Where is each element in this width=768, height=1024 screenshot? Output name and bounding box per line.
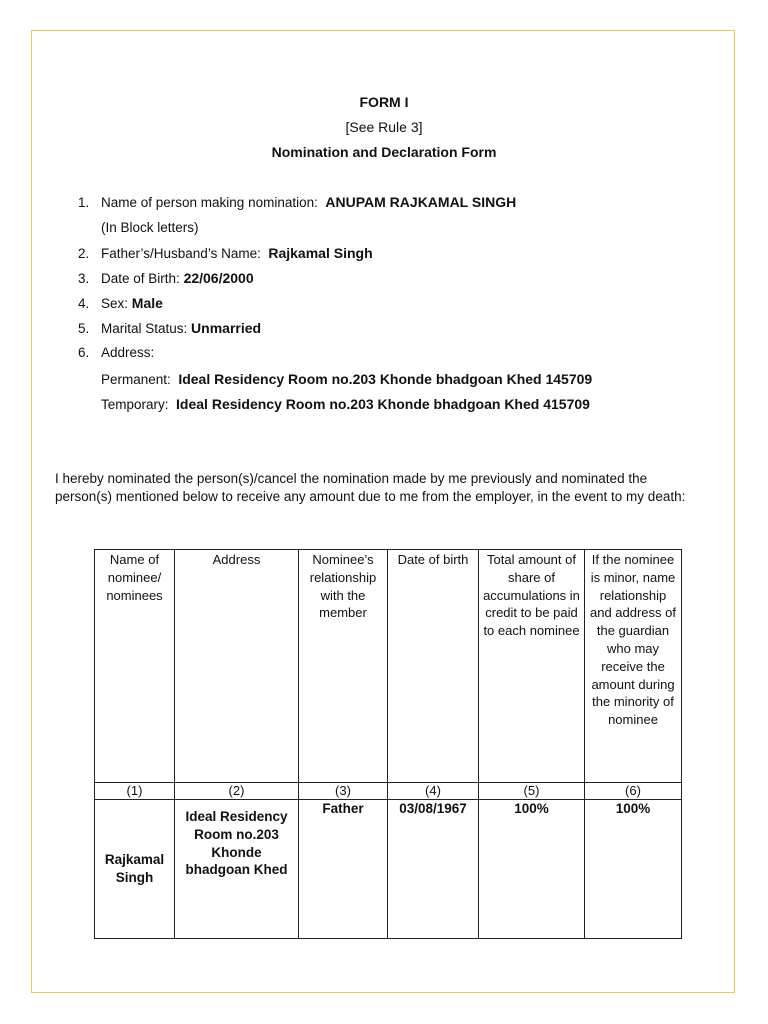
- address-permanent: [101, 371, 592, 387]
- form-rule-reference: [See Rule 3]: [345, 119, 423, 135]
- form-subtitle: Nomination and Declaration Form: [271, 144, 497, 160]
- address-temporary-value: Ideal Residency Room no.203 Khonde bhadgoan Khed 415709: [176, 396, 590, 412]
- nominee-name-cell: Rajkamal Singh: [95, 800, 175, 939]
- field-number: 4.: [78, 296, 90, 311]
- address-temporary-label: Temporary:: [101, 397, 169, 412]
- table-column-number: (5): [479, 783, 585, 800]
- table-header-row: [95, 550, 682, 783]
- field-value: Unmarried: [191, 320, 262, 336]
- nominee-address-cell: Ideal Residency Room no.203 Khonde bhadgoan Khed: [175, 800, 299, 939]
- field-value: Male: [131, 295, 163, 311]
- field-label: Marital Status:: [101, 321, 188, 336]
- field-number: 2.: [78, 246, 90, 261]
- field-label: Father’s/Husband’s Name:: [101, 246, 261, 261]
- table-column-number: (2): [175, 783, 299, 800]
- table-header-cell: Name of nominee/ nominees: [95, 550, 175, 783]
- field-date-of-birth: [78, 270, 254, 286]
- field-marital-status: [78, 320, 261, 336]
- nominee-table: [94, 549, 682, 939]
- field-address: [78, 345, 154, 360]
- table-header-cell: Address: [175, 550, 299, 783]
- nominee-relationship-cell: Father: [299, 800, 388, 939]
- field-label: Address:: [101, 345, 155, 360]
- table-header-cell: Date of birth: [388, 550, 479, 783]
- nominee-dob-cell: 03/08/1967: [388, 800, 479, 939]
- nominee-share-cell: 100%: [479, 800, 585, 939]
- table-header-cell: Total amount of share of accumulations in credit to be paid to each nominee: [479, 550, 585, 783]
- table-column-number: (3): [299, 783, 388, 800]
- table-column-number: (1): [95, 783, 175, 800]
- address-permanent-label: Permanent:: [101, 372, 171, 387]
- field-number: 5.: [78, 321, 90, 336]
- field-label: Date of Birth:: [101, 271, 180, 286]
- table-column-number: (6): [585, 783, 682, 800]
- table-row: [95, 800, 682, 939]
- field-value: 22/06/2000: [183, 270, 254, 286]
- table-column-number: (4): [388, 783, 479, 800]
- address-permanent-value: Ideal Residency Room no.203 Khonde bhadgoan Khed 145709: [178, 371, 593, 387]
- field-value: ANUPAM RAJKAMAL SINGH: [325, 194, 517, 210]
- field-number: 1.: [78, 195, 90, 210]
- table-header-cell: If the nominee is minor, name relationship and address of the guardian who may receive the amount during the minority of nominee: [585, 550, 682, 783]
- declaration-text: I hereby nominated the person(s)/cancel the nomination made by me previously and nominated the person(s) mentioned below to receive any amount due to me from the employer, in the event to my death:: [55, 471, 686, 504]
- block-letters-note: (In Block letters): [101, 220, 199, 235]
- form-title: FORM I: [359, 94, 409, 110]
- field-label: Sex:: [101, 296, 129, 311]
- field-number: 6.: [78, 345, 90, 360]
- guardian-cell: 100%: [585, 800, 682, 939]
- table-header-cell: Nominee’s relationship with the member: [299, 550, 388, 783]
- field-label: Name of person making nomination:: [101, 195, 318, 210]
- field-number: 3.: [78, 271, 90, 286]
- field-father-husband-name: [78, 245, 373, 261]
- table-column-number-row: [95, 783, 682, 800]
- field-nominator-name: [78, 194, 516, 210]
- address-temporary: [101, 396, 590, 412]
- field-value: Rajkamal Singh: [268, 245, 373, 261]
- field-sex: [78, 295, 163, 311]
